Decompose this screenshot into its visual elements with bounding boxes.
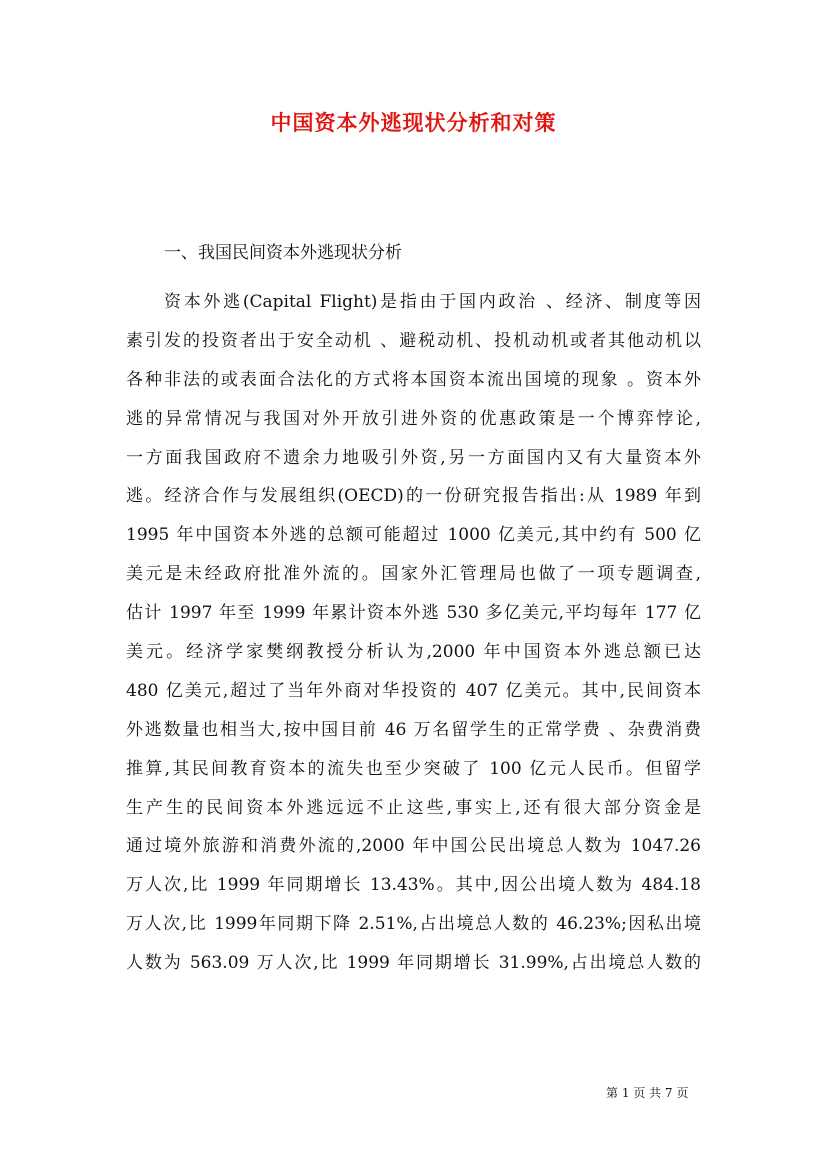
paragraph-line: 逃的异常情况与我国对外开放引进外资的优惠政策是一个博弈悖论, — [126, 408, 701, 429]
paragraph-line: 通过境外旅游和消费外流的,2000 年中国公民出境总人数为 1047.26 — [126, 836, 701, 857]
section-heading: 一、我国民间资本外逃现状分析 — [164, 243, 402, 263]
paragraph-line: 素引发的投资者出于安全动机 、避税动机、投机动机或者其他动机以 — [126, 330, 701, 351]
paragraph-line: 万人次,比 1999年同期下降 2.51%,占出境总人数的 46.23%;因私出境 — [126, 914, 701, 935]
paragraph-line: 1995 年中国资本外逃的总额可能超过 1000 亿美元,其中约有 500 亿 — [126, 525, 701, 546]
body-paragraph — [126, 283, 701, 983]
paragraph-line: 美元是未经政府批准外流的。国家外汇管理局也做了一项专题调查, — [126, 564, 701, 585]
paragraph-line: 万人次,比 1999 年同期增长 13.43%。其中,因公出境人数为 484.18 — [126, 875, 701, 896]
paragraph-line: 推算,其民间教育资本的流失也至少突破了 100 亿元人民币。但留学 — [126, 758, 701, 779]
page-footer: 第 1 页 共 7 页 — [606, 1086, 689, 1100]
paragraph-line: 人数为 563.09 万人次,比 1999 年同期增长 31.99%,占出境总人数的 — [126, 953, 701, 974]
paragraph-line: 各种非法的或表面合法化的方式将本国资本流出国境的现象 。资本外 — [126, 369, 701, 390]
paragraph-line: 美元。经济学家樊纲教授分析认为,2000 年中国资本外逃总额已达 — [126, 642, 701, 663]
paragraph-line: 逃。经济合作与发展组织(OECD)的一份研究报告指出:从 1989 年到 — [126, 486, 701, 507]
paragraph-line: 估计 1997 年至 1999 年累计资本外逃 530 多亿美元,平均每年 177 亿 — [126, 603, 701, 624]
paragraph-line: 一方面我国政府不遗余力地吸引外资,另一方面国内又有大量资本外 — [126, 447, 701, 468]
paragraph-line: 外逃数量也相当大,按中国目前 46 万名留学生的正常学费 、杂费消费 — [126, 719, 701, 740]
document-title: 中国资本外逃现状分析和对策 — [270, 110, 557, 135]
paragraph-line: 资本外逃(Capital Flight)是指由于国内政治 、经济、制度等因 — [164, 292, 701, 312]
paragraph-line: 480 亿美元,超过了当年外商对华投资的 407 亿美元。其中,民间资本 — [126, 680, 701, 701]
paragraph-line: 生产生的民间资本外逃远远不止这些,事实上,还有很大部分资金是 — [126, 797, 701, 818]
